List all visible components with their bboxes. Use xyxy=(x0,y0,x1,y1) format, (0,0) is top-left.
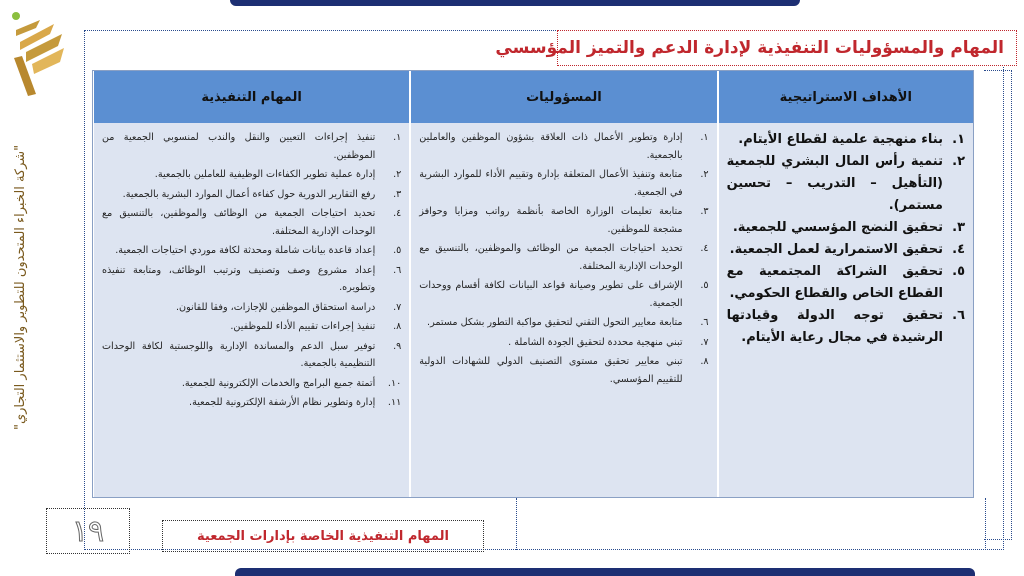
task-item-number: ١٠. xyxy=(387,377,402,389)
task-item-number: ٨. xyxy=(393,321,402,332)
responsibility-item xyxy=(419,314,708,332)
task-item-text: إعداد قاعدة بيانات شاملة ومحدثة لكافة موردي احتياجات الجمعية. xyxy=(115,245,376,256)
page-number: ١٩ xyxy=(71,513,105,549)
task-item xyxy=(102,262,401,297)
task-item-number: ٣. xyxy=(393,188,402,200)
goal-item xyxy=(727,129,965,151)
responsibility-item-text: متابعة معايير التحول التقني لتحقيق مواكبة التطور بشكل مستمر. xyxy=(427,317,683,328)
task-item xyxy=(102,205,401,240)
responsibility-item-number: ٥. xyxy=(700,280,709,291)
task-item xyxy=(102,338,401,373)
page-title-box xyxy=(495,30,1017,66)
task-item-text: تنفيذ إجراءات تقييم الأداء للموظفين. xyxy=(230,321,376,332)
goal-item-text: تحقيق الاستمرارية لعمل الجمعية. xyxy=(729,242,943,257)
goal-item-text: تنمية رأس المال البشري للجمعية (التأهيل – التدريب – تحسين مستمر). xyxy=(726,154,943,213)
responsibilities-body xyxy=(410,123,716,497)
task-item-number: ١١. xyxy=(387,397,402,408)
page-number-box xyxy=(46,508,130,554)
responsibilities-column xyxy=(410,71,717,497)
tasks-list xyxy=(102,129,401,412)
task-item-number: ٥. xyxy=(393,245,402,256)
task-item-number: ٧. xyxy=(393,301,402,313)
goal-item-number: ٣. xyxy=(952,220,965,235)
task-item xyxy=(102,166,401,184)
goal-item-number: ٢. xyxy=(952,154,965,169)
responsibility-item xyxy=(419,166,708,201)
responsibilities-list xyxy=(419,129,708,388)
task-item-number: ١. xyxy=(393,132,402,143)
task-item-text: أتمتة جميع البرامج والخدمات الإلكترونية للجمعية. xyxy=(181,377,376,389)
responsibility-item-text: تبني معايير تحقيق مستوى التصنيف الدولي للشهادات الدولية للتقييم المؤسسي. xyxy=(419,356,683,385)
task-item-text: دراسة استحقاق الموظفين للإجازات، وفقا للقانون. xyxy=(175,301,376,313)
task-item-text: تحديد احتياجات الجمعية من الوظائف والموظفين، بالتنسيق مع الوحدات الإدارية المختلفة. xyxy=(102,208,376,237)
company-name-vertical: "شركة الخبراء المتحدون للتطوير والاستثمار التجاري" xyxy=(13,144,28,430)
goal-item-number: ٦. xyxy=(952,308,965,323)
task-item xyxy=(102,375,401,393)
footer-label-box xyxy=(162,520,484,552)
responsibility-item-text: إدارة وتطوير الأعمال ذات العلاقة بشؤون الموظفين والعاملين بالجمعية. xyxy=(419,132,683,161)
tasks-header: المهام التنفيذية xyxy=(93,71,409,123)
task-item-number: ٩. xyxy=(393,340,402,352)
responsibility-item xyxy=(419,334,708,352)
responsibility-item-number: ٤. xyxy=(700,243,709,254)
responsibility-item-text: متابعة وتنفيذ الأعمال المتعلقة بإدارة وتقييم الأداء للموارد البشرية في الجمعية. xyxy=(419,169,683,198)
responsibility-item-number: ١. xyxy=(700,132,709,143)
goals-body xyxy=(718,123,973,497)
task-item xyxy=(102,299,401,317)
goal-item-text: تحقيق النضج المؤسسي للجمعية. xyxy=(732,220,943,235)
goal-item-number: ٥. xyxy=(952,264,965,279)
responsibility-item-text: الإشراف على تطوير وصيانة قواعد البيانات لكافة أقسام ووحدات الجمعية. xyxy=(419,280,683,309)
goal-item-number: ١. xyxy=(952,132,965,147)
tasks-body xyxy=(93,123,409,497)
footer-label: المهام التنفيذية الخاصة بإدارات الجمعية xyxy=(197,528,449,544)
task-item-text: رفع التقارير الدورية حول كفاءة أعمال الموارد البشرية بالجمعية. xyxy=(122,188,376,200)
tasks-table xyxy=(92,70,974,498)
task-item-text: إدارة وتطوير نظام الأرشفة الإلكترونية للجمعية. xyxy=(189,397,376,408)
tasks-column xyxy=(93,71,410,497)
responsibility-item-text: متابعة تعليمات الوزارة الخاصة بأنظمة رواتب ومزايا وحوافز مشجعة للموظفين. xyxy=(419,206,683,235)
task-item-number: ٤. xyxy=(393,208,402,219)
task-item xyxy=(102,129,401,164)
responsibility-item-text: تبني منهجية محددة لتحقيق الجودة الشاملة . xyxy=(508,336,683,348)
responsibility-item-number: ٢. xyxy=(700,169,709,180)
goal-item xyxy=(727,151,965,217)
responsibility-item xyxy=(419,353,708,388)
goals-column xyxy=(718,71,973,497)
goal-item-text: تحقيق توجه الدولة وقيادتها الرشيدة في مجال رعاية الأيتام. xyxy=(726,308,943,345)
responsibility-item xyxy=(419,203,708,238)
responsibility-item-number: ٨. xyxy=(700,356,709,367)
responsibility-item xyxy=(419,129,708,164)
task-item-text: إدارة عملية تطوير الكفاءات الوظيفية للعاملين بالجمعية. xyxy=(154,169,376,180)
bottom-accent-bar xyxy=(235,568,975,576)
goal-item xyxy=(727,261,965,305)
goal-item-number: ٤. xyxy=(952,242,965,257)
goal-item xyxy=(727,217,965,239)
task-item xyxy=(102,394,401,412)
responsibility-item-number: ٧. xyxy=(700,336,709,348)
goals-header: الأهداف الاستراتيجية xyxy=(718,71,973,123)
task-item-text: إعداد مشروع وصف وتصنيف وترتيب الوظائف، ومتابعة تنفيذه وتطويره. xyxy=(102,264,376,293)
goal-item xyxy=(727,239,965,261)
bottom-decor-frame xyxy=(516,498,986,550)
responsibility-item-number: ٣. xyxy=(700,206,709,217)
task-item-number: ٦. xyxy=(393,264,402,276)
responsibility-item xyxy=(419,277,708,312)
responsibility-item-text: تحديد احتياجات الجمعية من الوظائف والموظفين، بالتنسيق مع الوحدات الإدارية المختلفة. xyxy=(419,243,683,272)
goal-item xyxy=(727,305,965,349)
task-item xyxy=(102,242,401,260)
task-item xyxy=(102,318,401,336)
task-item-text: تنفيذ إجراءات التعيين والنقل والندب لمنسوبي الجمعية من الموظفين. xyxy=(102,132,376,161)
task-item-number: ٢. xyxy=(393,169,402,180)
goal-item-text: تحقيق الشراكة المجتمعية مع القطاع الخاص والقطاع الحكومي. xyxy=(726,264,943,301)
task-item-text: توفير سبل الدعم والمساندة الإدارية واللوجستية لكافة الوحدات التنظيمية بالجمعية. xyxy=(102,340,376,369)
task-item xyxy=(102,186,401,204)
top-accent-bar xyxy=(230,0,800,6)
responsibilities-header: المسؤوليات xyxy=(410,71,716,123)
responsibility-item xyxy=(419,240,708,275)
right-frame-edge xyxy=(984,70,1012,540)
goal-item-text: بناء منهجية علمية لقطاع الأيتام. xyxy=(738,132,943,147)
page-title: المهام والمسؤوليات التنفيذية لإدارة الدعم والتميز المؤسسي xyxy=(495,38,1004,58)
responsibility-item-number: ٦. xyxy=(700,317,709,328)
goals-list xyxy=(727,129,965,349)
